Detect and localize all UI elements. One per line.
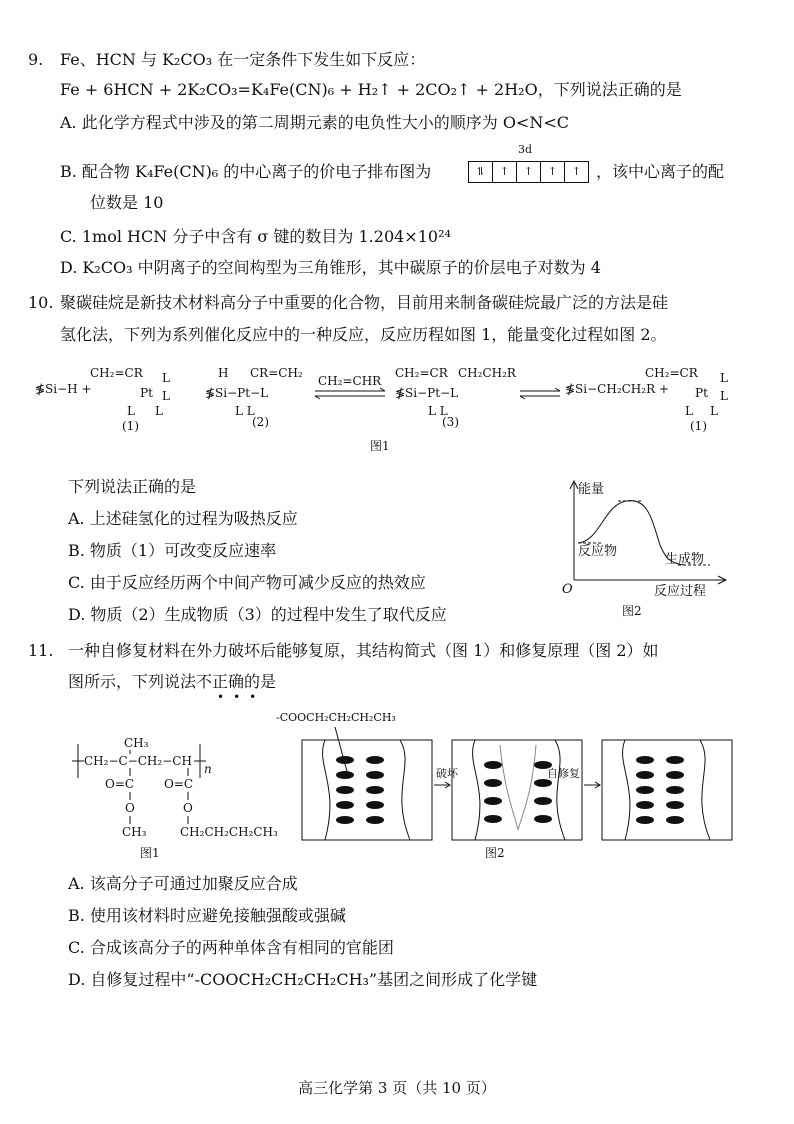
svg-text:L: L xyxy=(155,404,163,418)
svg-text:L: L xyxy=(720,371,728,385)
q11-figure-1 xyxy=(60,730,300,860)
q10-figure-1 xyxy=(30,360,770,455)
svg-text:CR=CH₂: CR=CH₂ xyxy=(250,366,303,380)
svg-text:CH₂=CR: CH₂=CR xyxy=(645,366,698,380)
svg-text:CH₂=CR: CH₂=CR xyxy=(395,366,448,380)
svg-text:CH₂=CR: CH₂=CR xyxy=(90,366,143,380)
svg-text:≸Si−Pt−L: ≸Si−Pt−L xyxy=(395,386,459,400)
q11-number: 11. xyxy=(28,641,54,660)
svg-text:n: n xyxy=(204,762,212,776)
svg-text:L: L xyxy=(685,404,693,418)
q11-group-label: -COOCH₂CH₂CH₂CH₃ xyxy=(276,711,396,724)
q9-option-c: C. 1mol HCN 分子中含有 σ 键的数目为 1.204×10²⁴ xyxy=(60,227,451,246)
fig2-xlabel: 反应过程 xyxy=(654,584,707,599)
fig2-product: 生成物 xyxy=(665,552,705,567)
q9-option-b-cont: 位数是 10 xyxy=(90,193,164,212)
q10-stem: 下列说法正确的是 xyxy=(68,477,197,496)
q11-option-b: B. 使用该材料时应避免接触强酸或强碱 xyxy=(68,906,346,925)
fig2-caption: 图2 xyxy=(622,604,642,618)
q10-option-d: D. 物质（2）生成物质（3）的过程中发生了取代反应 xyxy=(68,605,447,624)
svg-text:L: L xyxy=(127,404,135,418)
orbital-box-1: ⥮ xyxy=(469,162,493,182)
q10-line1: 聚碳硅烷是新技术材料高分子中重要的化合物，目前用来制备碳硅烷最广泛的方法是硅 xyxy=(60,293,669,312)
q11-fig1-caption: 图1 xyxy=(140,846,160,860)
orbital-box-3: ↑ xyxy=(517,162,541,182)
q9-number: 9. xyxy=(28,50,44,69)
fig1-sih: ≸Si−H + xyxy=(35,382,92,396)
svg-text:CH₃: CH₃ xyxy=(124,736,149,750)
page-footer: 高三化学第 3 页（共 10 页） xyxy=(298,1079,496,1097)
q9-equation: Fe + 6HCN + 2K₂CO₃=K₄Fe(CN)₆ + H₂↑ + 2CO₂↑ + 2H₂O，下列说法正确的是 xyxy=(60,80,682,99)
q11-line1: 一种自修复材料在外力破坏后能够复原，其结构简式（图 1）和修复原理（图 2）如 xyxy=(68,641,659,660)
q11-option-d: D. 自修复过程中“-COOCH₂CH₂CH₂CH₃”基团之间形成了化学键 xyxy=(68,970,538,989)
q11-option-c: C. 合成该高分子的两种单体含有相同的官能团 xyxy=(68,938,394,957)
svg-text:L: L xyxy=(162,389,170,403)
q10-figure-2 xyxy=(560,475,730,620)
q9-intro: Fe、HCN 与 K₂CO₃ 在一定条件下发生如下反应： xyxy=(60,50,426,69)
svg-text:L L: L L xyxy=(235,404,255,418)
svg-text:CH₃: CH₃ xyxy=(122,825,147,839)
q9-option-d: D. K₂CO₃ 中阴离子的空间构型为三角锥形，其中碳原子的价层电子对数为 4 xyxy=(60,258,601,277)
svg-text:O: O xyxy=(125,801,135,815)
svg-text:O=C: O=C xyxy=(105,777,135,791)
fig1-label-2: (2) xyxy=(252,415,269,429)
svg-text:≸Si−Pt−L: ≸Si−Pt−L xyxy=(205,386,269,400)
q9-option-b-tail: ，该中心离子的配 xyxy=(596,162,725,181)
svg-text:CH₂CH₂R: CH₂CH₂R xyxy=(458,366,516,380)
svg-text:CH₂CH₂CH₂CH₃: CH₂CH₂CH₂CH₃ xyxy=(180,825,278,839)
svg-text:L: L xyxy=(162,371,170,385)
q11-fig2-caption: 图2 xyxy=(485,846,505,860)
fig1-reagent: CH₂=CHR xyxy=(318,374,382,388)
svg-text:L: L xyxy=(710,404,718,418)
fig1-label-3: (3) xyxy=(442,415,459,429)
svg-text:CH₂−C−CH₂−CH: CH₂−C−CH₂−CH xyxy=(84,754,192,768)
q9-option-b-text: B. 配合物 K₄Fe(CN)₆ 的中心离子的价电子排布图为 xyxy=(60,162,432,181)
q11-line2: 图所示，下列说法不正确的是 xyxy=(68,672,277,691)
q11-break-label: 破坏 xyxy=(436,767,458,780)
orbital-diagram xyxy=(468,143,588,183)
orbital-label: 3d xyxy=(518,143,533,156)
svg-text:L L: L L xyxy=(428,404,448,418)
q9-option-b xyxy=(60,162,431,182)
svg-text:H: H xyxy=(218,366,229,380)
q11-repair-label: 自修复 xyxy=(547,767,580,780)
fig1-label-4: (1) xyxy=(690,419,707,433)
orbital-box-4: ↑ xyxy=(541,162,565,182)
q9-option-a: A. 此化学方程式中涉及的第二周期元素的电负性大小的顺序为 O<N<C xyxy=(60,113,569,132)
emphasis-dots: ••• xyxy=(217,690,266,704)
q11-option-a: A. 该高分子可通过加聚反应合成 xyxy=(68,874,298,893)
orbital-box-5: ↑ xyxy=(571,165,582,178)
svg-text:O: O xyxy=(183,801,193,815)
q10-number: 10. xyxy=(28,293,54,312)
fig1-label-1: (1) xyxy=(122,419,139,433)
svg-text:Pt: Pt xyxy=(695,386,708,400)
svg-text:O=C: O=C xyxy=(164,777,194,791)
q11-figure-2 xyxy=(276,705,750,860)
q10-option-b: B. 物质（1）可改变反应速率 xyxy=(68,541,277,560)
fig2-ylabel: 能量 xyxy=(578,482,605,497)
fig1-caption: 图1 xyxy=(370,439,390,453)
q10-option-c: C. 由于反应经历两个中间产物可减少反应的热效应 xyxy=(68,573,426,592)
fig2-reactant: 反应物 xyxy=(578,544,618,559)
orbital-box-2: ↑ xyxy=(493,162,517,182)
q10-line2: 氢化法，下列为系列催化反应中的一种反应，反应历程如图 1，能量变化过程如图 2。 xyxy=(60,325,667,344)
fig2-origin: O xyxy=(562,582,573,597)
fig1-product: ≸Si−CH₂CH₂R + xyxy=(565,382,669,396)
svg-text:Pt: Pt xyxy=(140,386,153,400)
q10-option-a: A. 上述硅氢化的过程为吸热反应 xyxy=(68,509,298,528)
svg-text:L: L xyxy=(720,389,728,403)
